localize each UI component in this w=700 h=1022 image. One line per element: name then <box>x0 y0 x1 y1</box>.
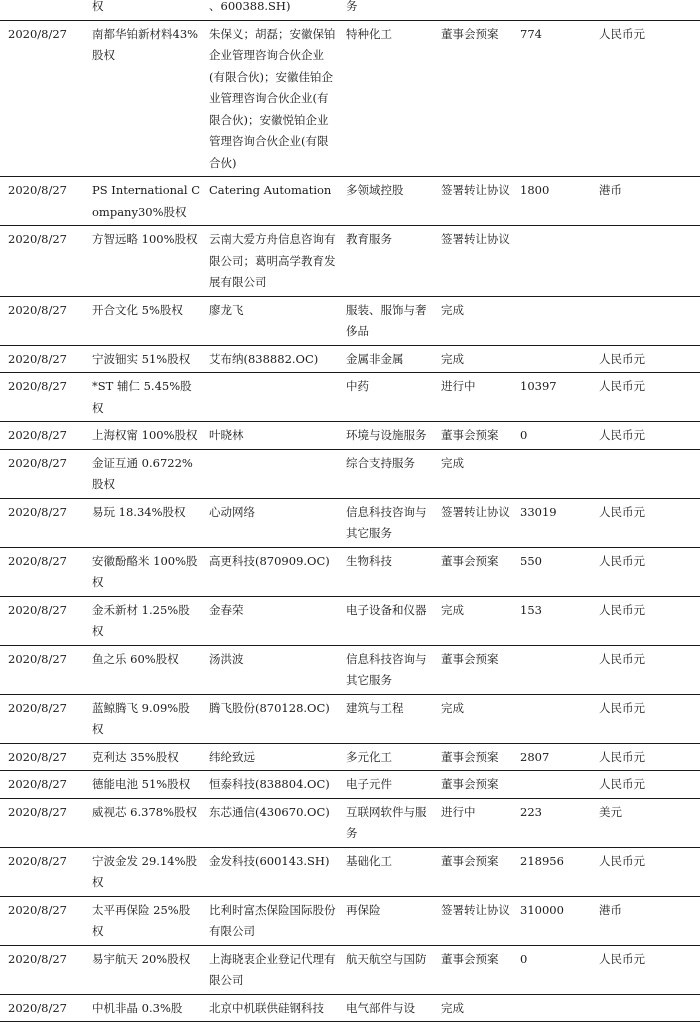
cell-status: 签署转让协议 <box>433 177 510 226</box>
cell-date: 2020/8/27 <box>0 177 84 226</box>
table-row <box>0 798 700 847</box>
cell-currency: 人民币元 <box>589 20 700 177</box>
cell-date: 2020/8/27 <box>0 345 84 373</box>
cell-industry: 多领域控股 <box>338 177 433 226</box>
cell-date: 2020/8/27 <box>0 645 84 694</box>
cell-amount <box>510 0 589 20</box>
cell-currency: 港币 <box>589 896 700 945</box>
cell-target: 克利达 35%股权 <box>84 743 201 771</box>
cell-counterparty: 高更科技(870909.OC) <box>201 547 338 596</box>
cell-date: 2020/8/27 <box>0 994 84 1022</box>
cell-currency <box>589 449 700 498</box>
cell-amount: 218956 <box>510 847 589 896</box>
cell-industry: 金属非金属 <box>338 345 433 373</box>
cell-status: 签署转让协议 <box>433 498 510 547</box>
cell-counterparty <box>201 449 338 498</box>
table-row <box>0 945 700 994</box>
cell-counterparty: 纬纶致远 <box>201 743 338 771</box>
cell-status: 完成 <box>433 296 510 345</box>
cell-amount: 1800 <box>510 177 589 226</box>
table-row <box>0 994 700 1022</box>
table-row-partial-top <box>0 0 700 20</box>
cell-counterparty: 腾飞股份(870128.OC) <box>201 694 338 743</box>
cell-counterparty: 云南大爱方舟信息咨询有限公司；葛明高学教育发展有限公司 <box>201 226 338 297</box>
cell-status: 完成 <box>433 449 510 498</box>
cell-status: 完成 <box>433 596 510 645</box>
table-row <box>0 226 700 297</box>
cell-target: 鱼之乐 60%股权 <box>84 645 201 694</box>
cell-currency: 人民币元 <box>589 645 700 694</box>
cell-date <box>0 0 84 20</box>
cell-amount: 0 <box>510 945 589 994</box>
cell-date: 2020/8/27 <box>0 771 84 799</box>
cell-industry: 航天航空与国防 <box>338 945 433 994</box>
cell-currency: 港币 <box>589 177 700 226</box>
cell-target: 宁波钿实 51%股权 <box>84 345 201 373</box>
cell-status: 董事会预案 <box>433 847 510 896</box>
cell-target: 易宇航天 20%股权 <box>84 945 201 994</box>
cell-industry: 信息科技咨询与其它服务 <box>338 645 433 694</box>
cell-status: 签署转让协议 <box>433 226 510 297</box>
cell-target: 金证互通 0.6722%股权 <box>84 449 201 498</box>
cell-industry: 电子设备和仪器 <box>338 596 433 645</box>
cell-target: 金禾新材 1.25%股权 <box>84 596 201 645</box>
cell-counterparty: 上海晓衷企业登记代理有限公司 <box>201 945 338 994</box>
cell-amount: 223 <box>510 798 589 847</box>
cell-target: 中机非晶 0.3%股 <box>84 994 201 1022</box>
table-row <box>0 694 700 743</box>
table-row <box>0 177 700 226</box>
cell-status: 董事会预案 <box>433 20 510 177</box>
cell-target: 易玩 18.34%股权 <box>84 498 201 547</box>
cell-status: 进行中 <box>433 798 510 847</box>
cell-currency: 人民币元 <box>589 547 700 596</box>
cell-status: 董事会预案 <box>433 422 510 450</box>
cell-date: 2020/8/27 <box>0 20 84 177</box>
cell-status: 董事会预案 <box>433 945 510 994</box>
cell-industry: 生物科技 <box>338 547 433 596</box>
cell-status: 董事会预案 <box>433 743 510 771</box>
cell-amount <box>510 449 589 498</box>
cell-industry: 环境与设施服务 <box>338 422 433 450</box>
cell-industry: 电气部件与设 <box>338 994 433 1022</box>
cell-date: 2020/8/27 <box>0 945 84 994</box>
cell-industry: 服装、服饰与奢侈品 <box>338 296 433 345</box>
cell-counterparty: 汤洪波 <box>201 645 338 694</box>
cell-status: 完成 <box>433 345 510 373</box>
cell-counterparty: 金发科技(600143.SH) <box>201 847 338 896</box>
cell-counterparty: 东芯通信(430670.OC) <box>201 798 338 847</box>
cell-date: 2020/8/27 <box>0 847 84 896</box>
cell-counterparty: 艾布纳(838882.OC) <box>201 345 338 373</box>
cell-currency: 人民币元 <box>589 596 700 645</box>
cell-target: 威视芯 6.378%股权 <box>84 798 201 847</box>
cell-industry: 基础化工 <box>338 847 433 896</box>
cell-target: 开合文化 5%股权 <box>84 296 201 345</box>
cell-industry: 电子元件 <box>338 771 433 799</box>
cell-counterparty: 恒泰科技(838804.OC) <box>201 771 338 799</box>
cell-amount: 153 <box>510 596 589 645</box>
cell-target: 南都华铂新材料43%股权 <box>84 20 201 177</box>
table-row <box>0 296 700 345</box>
cell-counterparty <box>201 373 338 422</box>
cell-industry: 信息科技咨询与其它服务 <box>338 498 433 547</box>
cell-amount: 310000 <box>510 896 589 945</box>
cell-amount: 33019 <box>510 498 589 547</box>
cell-amount <box>510 994 589 1022</box>
cell-target: 方智远略 100%股权 <box>84 226 201 297</box>
cell-currency: 人民币元 <box>589 945 700 994</box>
table-row <box>0 847 700 896</box>
table-row <box>0 498 700 547</box>
table-row <box>0 645 700 694</box>
cell-date: 2020/8/27 <box>0 596 84 645</box>
cell-currency: 美元 <box>589 798 700 847</box>
cell-amount: 10397 <box>510 373 589 422</box>
cell-amount <box>510 226 589 297</box>
table-row <box>0 373 700 422</box>
cell-currency <box>589 226 700 297</box>
cell-amount: 550 <box>510 547 589 596</box>
cell-date: 2020/8/27 <box>0 422 84 450</box>
cell-target: 上海权甯 100%股权 <box>84 422 201 450</box>
cell-currency: 人民币元 <box>589 743 700 771</box>
cell-currency <box>589 0 700 20</box>
cell-industry: 中药 <box>338 373 433 422</box>
cell-date: 2020/8/27 <box>0 743 84 771</box>
cell-target: 德能电池 51%股权 <box>84 771 201 799</box>
cell-currency <box>589 296 700 345</box>
cell-currency: 人民币元 <box>589 498 700 547</box>
cell-amount <box>510 694 589 743</box>
cell-industry: 建筑与工程 <box>338 694 433 743</box>
cell-status: 完成 <box>433 694 510 743</box>
cell-counterparty: 心动网络 <box>201 498 338 547</box>
cell-currency: 人民币元 <box>589 345 700 373</box>
table-row <box>0 449 700 498</box>
cell-status: 董事会预案 <box>433 547 510 596</box>
cell-date: 2020/8/27 <box>0 498 84 547</box>
table-row <box>0 743 700 771</box>
cell-date: 2020/8/27 <box>0 296 84 345</box>
table-row <box>0 896 700 945</box>
cell-currency <box>589 994 700 1022</box>
cell-counterparty: 叶晓林 <box>201 422 338 450</box>
table-row <box>0 422 700 450</box>
cell-counterparty: 、600388.SH) <box>201 0 338 20</box>
cell-industry: 特种化工 <box>338 20 433 177</box>
cell-amount <box>510 645 589 694</box>
cell-counterparty: 金春荣 <box>201 596 338 645</box>
table-row <box>0 547 700 596</box>
cell-date: 2020/8/27 <box>0 896 84 945</box>
cell-status: 完成 <box>433 994 510 1022</box>
cell-counterparty: 朱保义；胡磊；安徽保铂企业管理咨询合伙企业(有限合伙)；安徽佳铂企业管理咨询合伙企业(有限合伙)；安徽悦铂企业管理咨询合伙企业(有限合伙) <box>201 20 338 177</box>
cell-industry: 综合支持服务 <box>338 449 433 498</box>
cell-industry: 务 <box>338 0 433 20</box>
table-row <box>0 345 700 373</box>
cell-counterparty: 北京中机联供硅钢科技 <box>201 994 338 1022</box>
cell-amount: 2807 <box>510 743 589 771</box>
cell-date: 2020/8/27 <box>0 373 84 422</box>
cell-target: *ST 辅仁 5.45%股权 <box>84 373 201 422</box>
cell-currency: 人民币元 <box>589 422 700 450</box>
cell-date: 2020/8/27 <box>0 226 84 297</box>
cell-target: 安徽酚酪米 100%股权 <box>84 547 201 596</box>
cell-currency: 人民币元 <box>589 847 700 896</box>
cell-date: 2020/8/27 <box>0 449 84 498</box>
cell-counterparty: 比利时富杰保险国际股份有限公司 <box>201 896 338 945</box>
cell-status: 董事会预案 <box>433 771 510 799</box>
cell-counterparty: Catering Automation <box>201 177 338 226</box>
cell-status <box>433 0 510 20</box>
cell-status: 董事会预案 <box>433 645 510 694</box>
cell-target: PS International Company30%股权 <box>84 177 201 226</box>
cell-date: 2020/8/27 <box>0 798 84 847</box>
cell-target: 权 <box>84 0 201 20</box>
table-row <box>0 20 700 177</box>
cell-counterparty: 廖龙飞 <box>201 296 338 345</box>
cell-industry: 教育服务 <box>338 226 433 297</box>
cell-amount <box>510 296 589 345</box>
cell-currency: 人民币元 <box>589 694 700 743</box>
cell-amount <box>510 771 589 799</box>
cell-status: 签署转让协议 <box>433 896 510 945</box>
table-row <box>0 596 700 645</box>
cell-amount: 0 <box>510 422 589 450</box>
cell-industry: 互联网软件与服务 <box>338 798 433 847</box>
cell-amount: 774 <box>510 20 589 177</box>
cell-target: 宁波金发 29.14%股权 <box>84 847 201 896</box>
cell-industry: 再保险 <box>338 896 433 945</box>
cell-amount <box>510 345 589 373</box>
cell-status: 进行中 <box>433 373 510 422</box>
cell-currency: 人民币元 <box>589 373 700 422</box>
cell-currency: 人民币元 <box>589 771 700 799</box>
cell-date: 2020/8/27 <box>0 547 84 596</box>
cell-target: 太平再保险 25%股权 <box>84 896 201 945</box>
cell-industry: 多元化工 <box>338 743 433 771</box>
table-row <box>0 771 700 799</box>
cell-target: 蓝鲸腾飞 9.09%股权 <box>84 694 201 743</box>
cell-date: 2020/8/27 <box>0 694 84 743</box>
